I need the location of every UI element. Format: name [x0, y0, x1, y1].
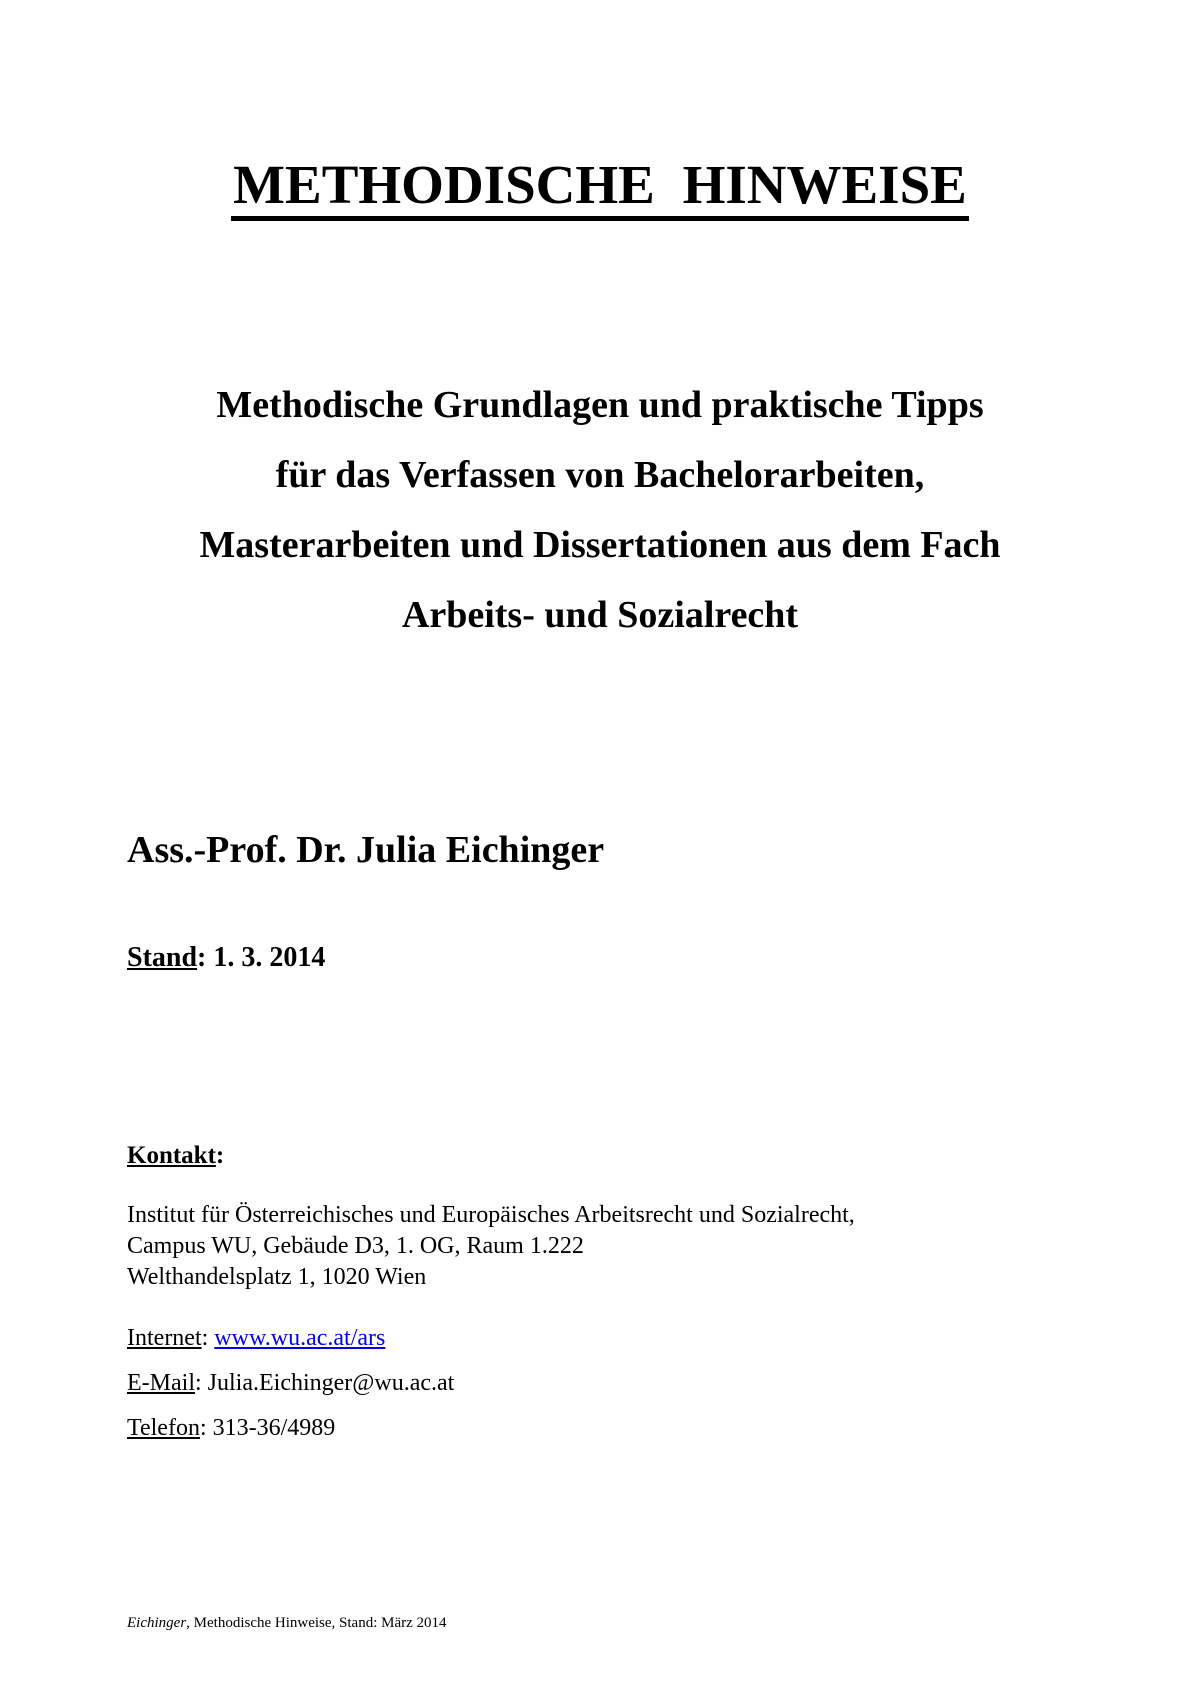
phone-number: 313-36/4989 [212, 1415, 336, 1441]
email-address: Julia.Eichinger@wu.ac.at [207, 1370, 455, 1396]
kontakt-heading-label: Kontakt [127, 1142, 216, 1169]
phone-row [127, 1412, 335, 1444]
address-line: Institut für Österreichisches und Europäisches Arbeitsrecht und Sozialrecht, [127, 1202, 855, 1228]
author-name: Ass.-Prof. Dr. Julia Eichinger [127, 829, 605, 871]
internet-separator: : [201, 1325, 215, 1351]
subtitle-line: für das Verfassen von Bachelorarbeiten, [275, 454, 925, 496]
internet-link[interactable]: www.wu.ac.at/ars [214, 1325, 386, 1351]
subtitle-line: Masterarbeiten und Dissertationen aus dem Fach [199, 524, 1001, 566]
email-separator: : [194, 1370, 208, 1396]
internet-label: Internet [127, 1325, 202, 1351]
subtitle-line: Methodische Grundlagen und praktische Tipps [216, 384, 984, 426]
stand-separator: : [197, 942, 207, 973]
footer-text: , Methodische Hinweise, Stand: März 2014 [186, 1615, 447, 1631]
email-row [127, 1367, 454, 1399]
phone-label: Telefon [127, 1415, 200, 1441]
stand-label: Stand [127, 942, 198, 973]
page-title-text: METHODISCHE HINWEISE [231, 154, 969, 221]
subtitle [0, 370, 1200, 650]
subtitle-line: Arbeits- und Sozialrecht [401, 594, 799, 636]
stand-date: 1. 3. 2014 [206, 942, 326, 973]
address-line: Campus WU, Gebäude D3, 1. OG, Raum 1.222 [127, 1233, 584, 1259]
address-block [127, 1200, 855, 1293]
kontakt-heading [127, 1140, 224, 1172]
page-title [0, 150, 1200, 221]
address-line: Welthandelsplatz 1, 1020 Wien [127, 1264, 427, 1290]
email-label: E-Mail [127, 1370, 195, 1396]
page-footer [127, 1613, 447, 1633]
phone-separator: : [199, 1415, 213, 1441]
stand-line [127, 940, 325, 976]
kontakt-heading-colon: : [215, 1142, 225, 1169]
footer-author: Eichinger [127, 1615, 187, 1631]
internet-row [127, 1322, 385, 1354]
